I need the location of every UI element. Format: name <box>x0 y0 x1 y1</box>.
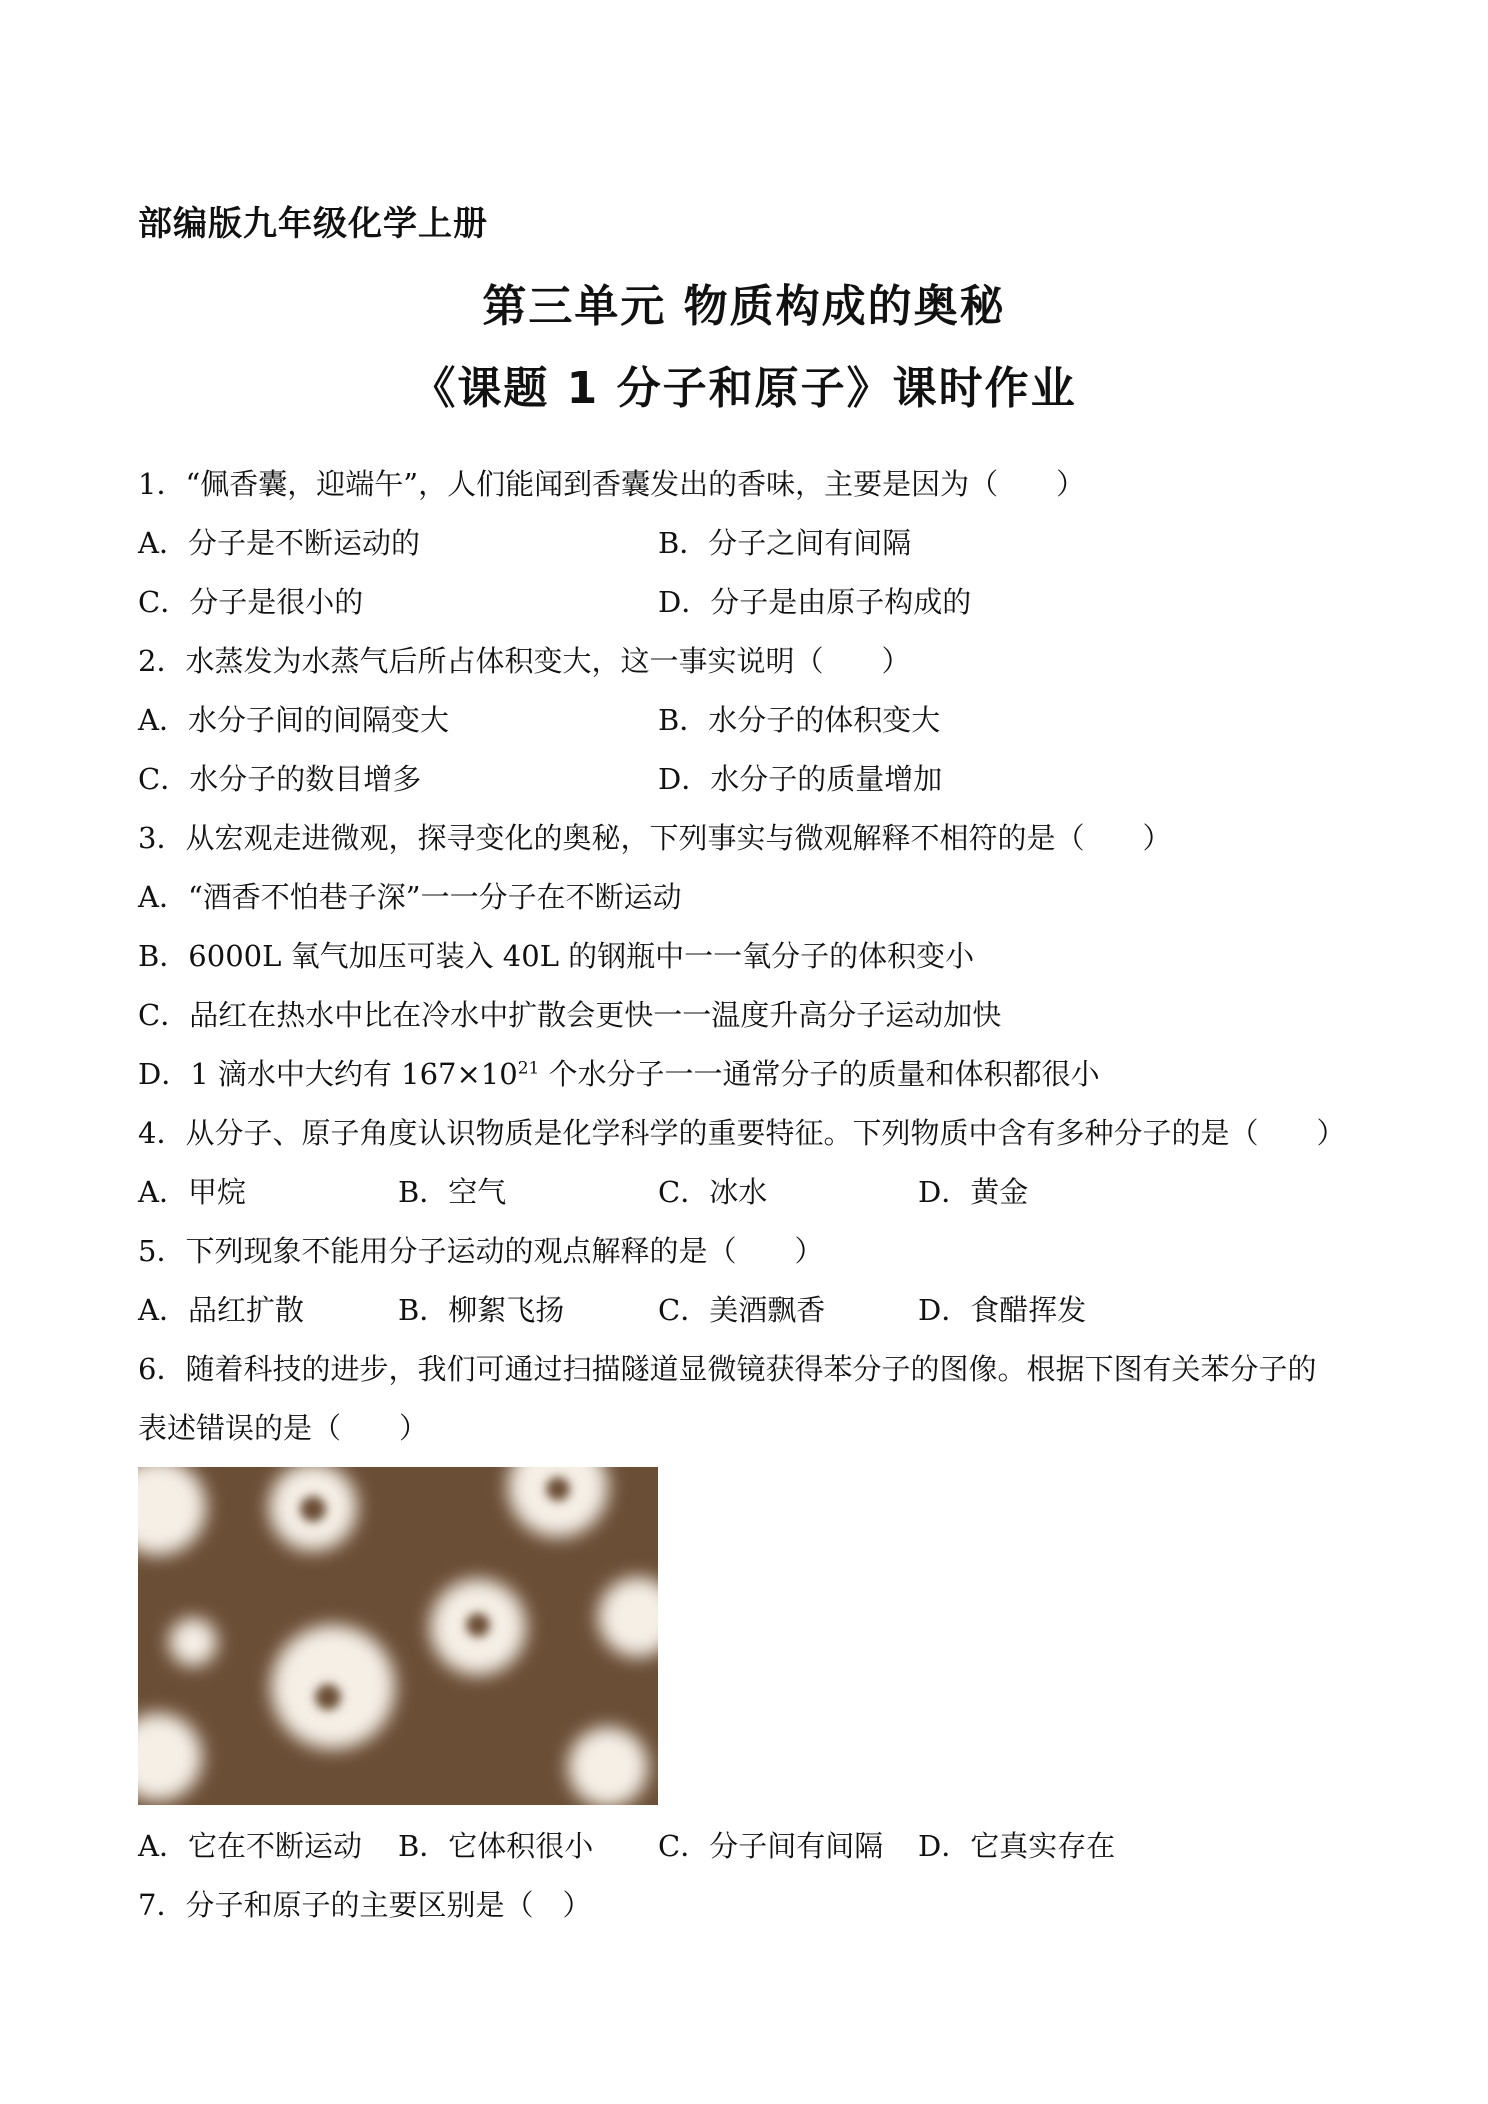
question-1-option-b: B．分子之间有间隔 <box>658 526 912 560</box>
question-5-stem: 5．下列现象不能用分子运动的观点解释的是（ ） <box>138 1234 824 1268</box>
option-d-suffix: 个水分子一一通常分子的质量和体积都很小 <box>539 1057 1100 1091</box>
question-3-option-a: A．“酒香不怕巷子深”一一分子在不断运动 <box>138 880 682 914</box>
question-6-option-c: C．分子间有间隔 <box>658 1829 884 1863</box>
exponent: 21 <box>517 1058 540 1079</box>
question-1-option-a: A．分子是不断运动的 <box>138 526 420 560</box>
stm-figure-svg <box>138 1467 658 1805</box>
question-3-option-b: B．6000L 氧气加压可装入 40L 的钢瓶中一一氧分子的体积变小 <box>138 939 975 973</box>
question-7-stem: 7．分子和原子的主要区别是（ ） <box>138 1888 592 1922</box>
question-4-stem: 4．从分子、原子角度认识物质是化学科学的重要特征。下列物质中含有多种分子的是（ ） <box>138 1116 1346 1150</box>
question-6-option-d: D．它真实存在 <box>918 1829 1116 1863</box>
question-6-stem-line2: 表述错误的是（ ） <box>138 1411 429 1445</box>
question-4-option-d: D．黄金 <box>918 1175 1029 1209</box>
question-6-option-b: B．它体积很小 <box>398 1829 594 1863</box>
question-3-option-d <box>138 1057 1100 1091</box>
question-2-option-c: C．水分子的数目增多 <box>138 762 422 796</box>
benzene-stm-image <box>138 1467 658 1805</box>
question-4-option-a: A．甲烷 <box>138 1175 246 1209</box>
question-5-option-a: A．品红扩散 <box>138 1293 304 1327</box>
question-1-stem: 1．“佩香囊，迎端午”，人们能闻到香囊发出的香味，主要是因为（ ） <box>138 467 1086 501</box>
question-4-option-c: C．冰水 <box>658 1175 768 1209</box>
unit-title: 第三单元 物质构成的奥秘 <box>482 281 1006 332</box>
question-5-option-c: C．美酒飘香 <box>658 1293 826 1327</box>
question-1-option-c: C．分子是很小的 <box>138 585 364 619</box>
question-4-option-b: B．空气 <box>398 1175 507 1209</box>
question-2-option-d: D．水分子的质量增加 <box>658 762 943 796</box>
question-2-stem: 2．水蒸发为水蒸气后所占体积变大，这一事实说明（ ） <box>138 644 911 678</box>
book-header: 部编版九年级化学上册 <box>138 204 488 244</box>
question-6-option-a: A．它在不断运动 <box>138 1829 362 1863</box>
question-3-stem: 3．从宏观走进微观，探寻变化的奥秘，下列事实与微观解释不相符的是（ ） <box>138 821 1172 855</box>
question-5-option-d: D．食醋挥发 <box>918 1293 1087 1327</box>
question-2-option-a: A．水分子间的间隔变大 <box>138 703 449 737</box>
question-6-stem-line1: 6．随着科技的进步，我们可通过扫描隧道显微镜获得苯分子的图像。根据下图有关苯分子的 <box>138 1352 1317 1386</box>
question-1-option-d: D．分子是由原子构成的 <box>658 585 972 619</box>
question-3-option-c: C．品红在热水中比在冷水中扩散会更快一一温度升高分子运动加快 <box>138 998 1002 1032</box>
option-d-prefix: D．1 滴水中大约有 167×10 <box>138 1057 518 1091</box>
question-2-option-b: B．水分子的体积变大 <box>658 703 941 737</box>
lesson-title: 《课题 1 分子和原子》课时作业 <box>411 363 1077 414</box>
question-5-option-b: B．柳絮飞扬 <box>398 1293 565 1327</box>
